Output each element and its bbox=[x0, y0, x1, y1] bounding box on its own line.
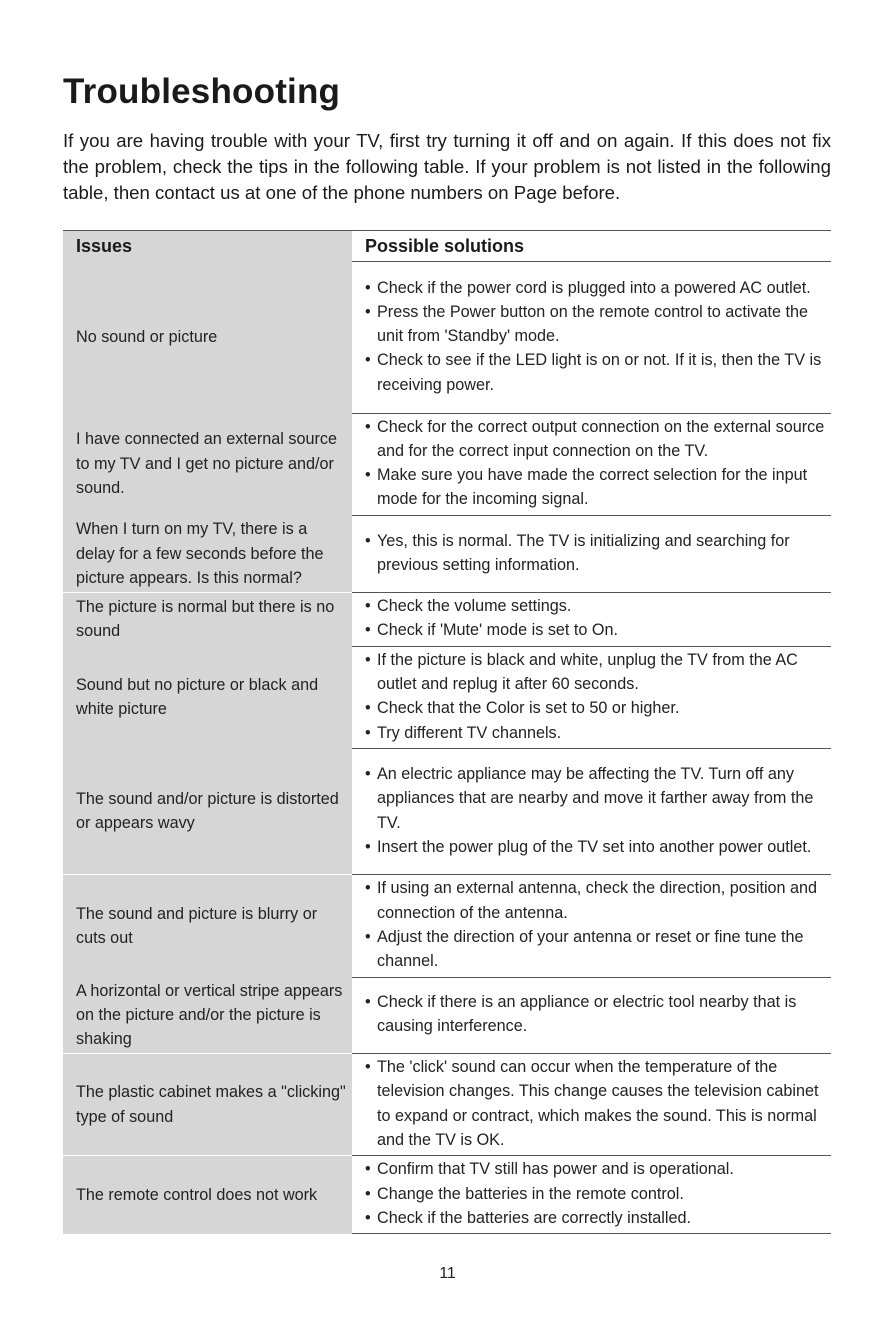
issue-cell: The sound and picture is blurry or cuts out bbox=[63, 875, 352, 977]
table-row bbox=[63, 875, 831, 977]
solution-item: • Yes, this is normal. The TV is initializing and searching for previous setting information. bbox=[365, 529, 829, 578]
solutions-cell bbox=[352, 1156, 831, 1234]
solutions-list bbox=[365, 1157, 829, 1230]
solutions-cell bbox=[352, 593, 831, 646]
solutions-list bbox=[365, 415, 829, 512]
issue-cell: No sound or picture bbox=[63, 262, 352, 413]
solutions-list bbox=[365, 990, 829, 1039]
solution-item: • Check if there is an appliance or electric tool nearby that is causing interference. bbox=[365, 990, 829, 1039]
solution-item: • Confirm that TV still has power and is operational. bbox=[365, 1157, 829, 1181]
header-issues: Issues bbox=[63, 231, 352, 262]
table-row bbox=[63, 262, 831, 413]
solution-item: • Adjust the direction of your antenna or reset or fine tune the channel. bbox=[365, 925, 829, 974]
solutions-list bbox=[365, 648, 829, 745]
troubleshooting-table bbox=[63, 230, 831, 1234]
solution-item: • Try different TV channels. bbox=[365, 721, 829, 745]
solutions-cell bbox=[352, 977, 831, 1053]
table-row bbox=[63, 413, 831, 515]
solutions-cell bbox=[352, 875, 831, 977]
solutions-cell bbox=[352, 646, 831, 748]
solution-item: • Change the batteries in the remote control. bbox=[365, 1182, 829, 1206]
issue-cell: When I turn on my TV, there is a delay for a few seconds before the picture appears. Is this normal? bbox=[63, 515, 352, 592]
solutions-list bbox=[365, 594, 829, 643]
solutions-cell bbox=[352, 515, 831, 592]
table-row bbox=[63, 593, 831, 646]
solution-item: • Insert the power plug of the TV set into another power outlet. bbox=[365, 835, 829, 859]
table-row bbox=[63, 515, 831, 592]
table-row bbox=[63, 1054, 831, 1156]
solution-item: • Check to see if the LED light is on or not. If it is, then the TV is receiving power. bbox=[365, 348, 829, 397]
solutions-list bbox=[365, 276, 829, 397]
solutions-list bbox=[365, 1055, 829, 1152]
table-body bbox=[63, 262, 831, 1234]
table-row bbox=[63, 748, 831, 874]
solutions-cell bbox=[352, 262, 831, 413]
page-number: 11 bbox=[439, 1265, 456, 1282]
solution-item: • If using an external antenna, check the direction, position and connection of the antenna. bbox=[365, 876, 829, 925]
solutions-cell bbox=[352, 748, 831, 874]
issue-cell: The plastic cabinet makes a "clicking" type of sound bbox=[63, 1054, 352, 1156]
header-solutions: Possible solutions bbox=[352, 231, 831, 262]
solution-item: • Check if 'Mute' mode is set to On. bbox=[365, 618, 829, 642]
solution-item: • Make sure you have made the correct selection for the input mode for the incoming signal. bbox=[365, 463, 829, 512]
solution-item: • Press the Power button on the remote control to activate the unit from 'Standby' mode. bbox=[365, 300, 829, 349]
solutions-list bbox=[365, 762, 829, 859]
solution-item: • Check the volume settings. bbox=[365, 594, 829, 618]
solution-item: • The 'click' sound can occur when the temperature of the television changes. This change causes the television cabinet to expand or contract, which makes the sound. This is normal and the TV is OK. bbox=[365, 1055, 829, 1152]
page-title: Troubleshooting bbox=[63, 72, 341, 111]
solution-item: • An electric appliance may be affecting the TV. Turn off any appliances that are nearby and move it farther away from the TV. bbox=[365, 762, 829, 835]
issue-cell: I have connected an external source to my TV and I get no picture and/or sound. bbox=[63, 413, 352, 515]
solution-item: • Check for the correct output connection on the external source and for the correct input connection on the TV. bbox=[365, 415, 829, 464]
solution-item: • Check that the Color is set to 50 or higher. bbox=[365, 696, 829, 720]
issue-cell: The sound and/or picture is distorted or appears wavy bbox=[63, 748, 352, 874]
solutions-list bbox=[365, 876, 829, 973]
intro-paragraph: If you are having trouble with your TV, first try turning it off and on again. If this does not fix the problem, check the tips in the following table. If your problem is not listed in the following table, then contact us at one of the phone numbers on Page before. bbox=[63, 130, 831, 203]
table-row bbox=[63, 1156, 831, 1234]
issue-cell: Sound but no picture or black and white picture bbox=[63, 646, 352, 748]
table-row bbox=[63, 646, 831, 748]
solution-item: • Check if the power cord is plugged into a powered AC outlet. bbox=[365, 276, 829, 300]
solutions-cell bbox=[352, 1054, 831, 1156]
issue-cell: A horizontal or vertical stripe appears on the picture and/or the picture is shaking bbox=[63, 977, 352, 1053]
solutions-cell bbox=[352, 413, 831, 515]
issue-cell: The picture is normal but there is no sound bbox=[63, 593, 352, 646]
solution-item: • Check if the batteries are correctly installed. bbox=[365, 1206, 829, 1230]
issue-cell: The remote control does not work bbox=[63, 1156, 352, 1234]
solution-item: • If the picture is black and white, unplug the TV from the AC outlet and replug it after 60 seconds. bbox=[365, 648, 829, 697]
table-row bbox=[63, 977, 831, 1053]
solutions-list bbox=[365, 529, 829, 578]
